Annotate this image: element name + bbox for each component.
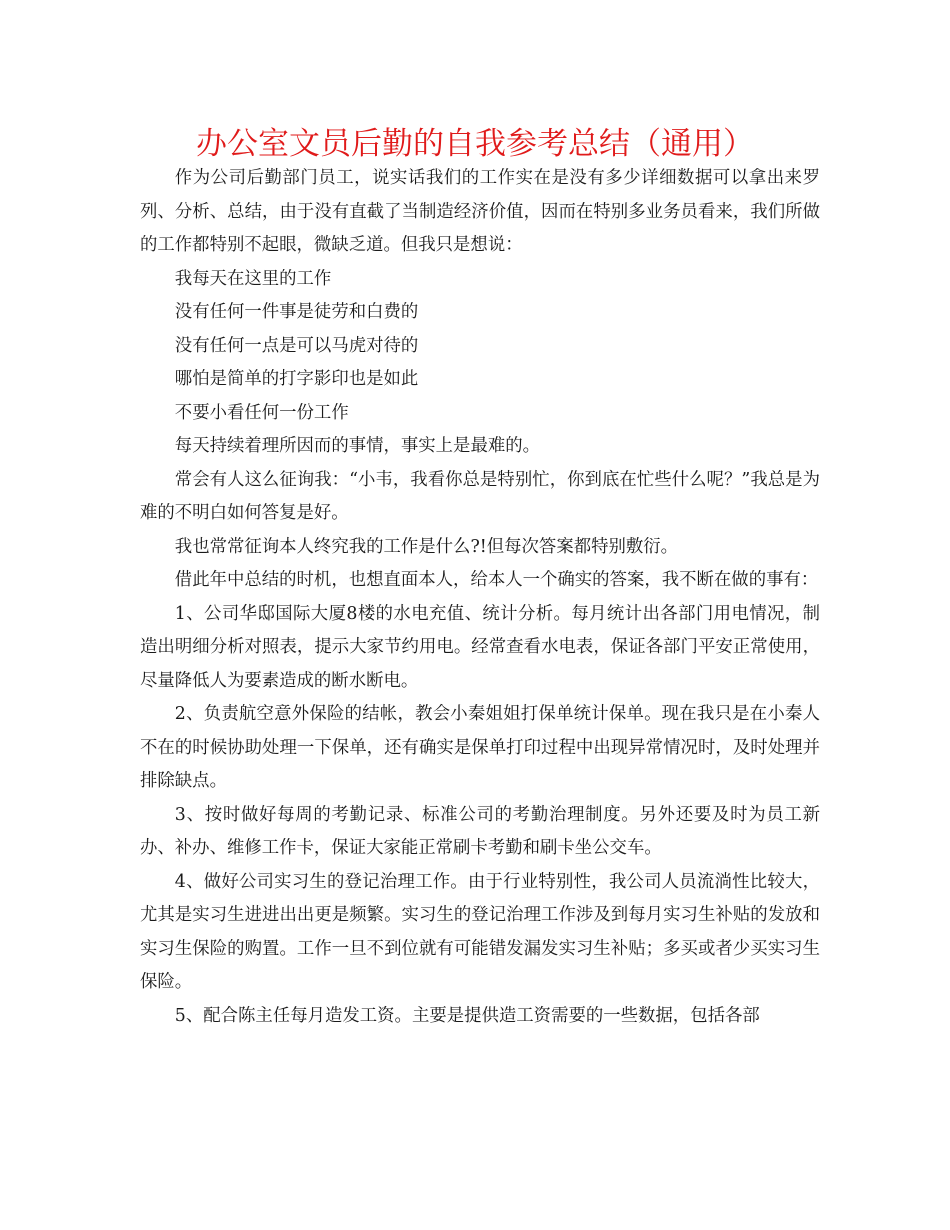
paragraph: 1、公司华邸国际大厦8楼的水电充值、统计分析。每月统计出各部门用电情况，制造出明细分析对照表，提示大家节约用电。经常查看水电表，保证各部门平安正常使用，尽量降低人为要素造成的断水断电。 bbox=[140, 603, 820, 691]
paragraph: 没有任何一件事是徒劳和白费的 bbox=[174, 302, 419, 322]
document-body bbox=[140, 162, 820, 1033]
paragraph: 4、做好公司实习生的登记治理工作。由于行业特别性，我公司人员流淌性比较大，尤其是实习生进进出出更是频繁。实习生的登记治理工作涉及到每月实习生补贴的发放和实习生保险的购置。工作一旦不到位就有可能错发漏发实习生补贴；多买或者少买实习生保险。 bbox=[140, 871, 820, 992]
paragraph: 3、按时做好每周的考勤记录、标准公司的考勤治理制度。另外还要及时为员工新办、补办、维修工作卡，保证大家能正常刷卡考勤和刷卡坐公交车。 bbox=[140, 804, 820, 858]
document-title: 办公室文员后勤的自我参考总结（通用） bbox=[196, 126, 754, 162]
paragraph: 哪怕是简单的打字影印也是如此 bbox=[174, 369, 419, 389]
paragraph: 借此年中总结的时机，也想直面本人，给本人一个确实的答案，我不断在做的事有： bbox=[174, 570, 819, 590]
paragraph: 我也常常征询本人终究我的工作是什么?!但每次答案都特别敷衍。 bbox=[174, 536, 679, 557]
paragraph: 常会有人这么征询我：“小韦，我看你总是特别忙，你到底在忙些什么呢？”我总是为难的不明白如何答复是好。 bbox=[140, 469, 820, 523]
paragraph: 作为公司后勤部门员工，说实话我们的工作实在是没有多少详细数据可以拿出来罗列、分析、总结，由于没有直截了当制造经济价值，因而在特别多业务员看来，我们所做的工作都特别不起眼，微缺乏道。但我只是想说： bbox=[140, 168, 820, 255]
paragraph: 5、配合陈主任每月造发工资。主要是提供造工资需要的一些数据，包括各部 bbox=[174, 1005, 760, 1026]
paragraph: 不要小看任何一份工作 bbox=[174, 402, 349, 423]
paragraph: 2、负责航空意外保险的结帐，教会小秦姐姐打保单统计保单。现在我只是在小秦人不在的时候协助处理一下保单，还有确实是保单打印过程中出现异常情况时，及时处理并排除缺点。 bbox=[140, 704, 820, 791]
paragraph: 每天持续着理所因而的事情，事实上是最难的。 bbox=[174, 436, 541, 456]
paragraph: 我每天在这里的工作 bbox=[174, 268, 332, 289]
paragraph: 没有任何一点是可以马虎对待的 bbox=[174, 335, 419, 356]
